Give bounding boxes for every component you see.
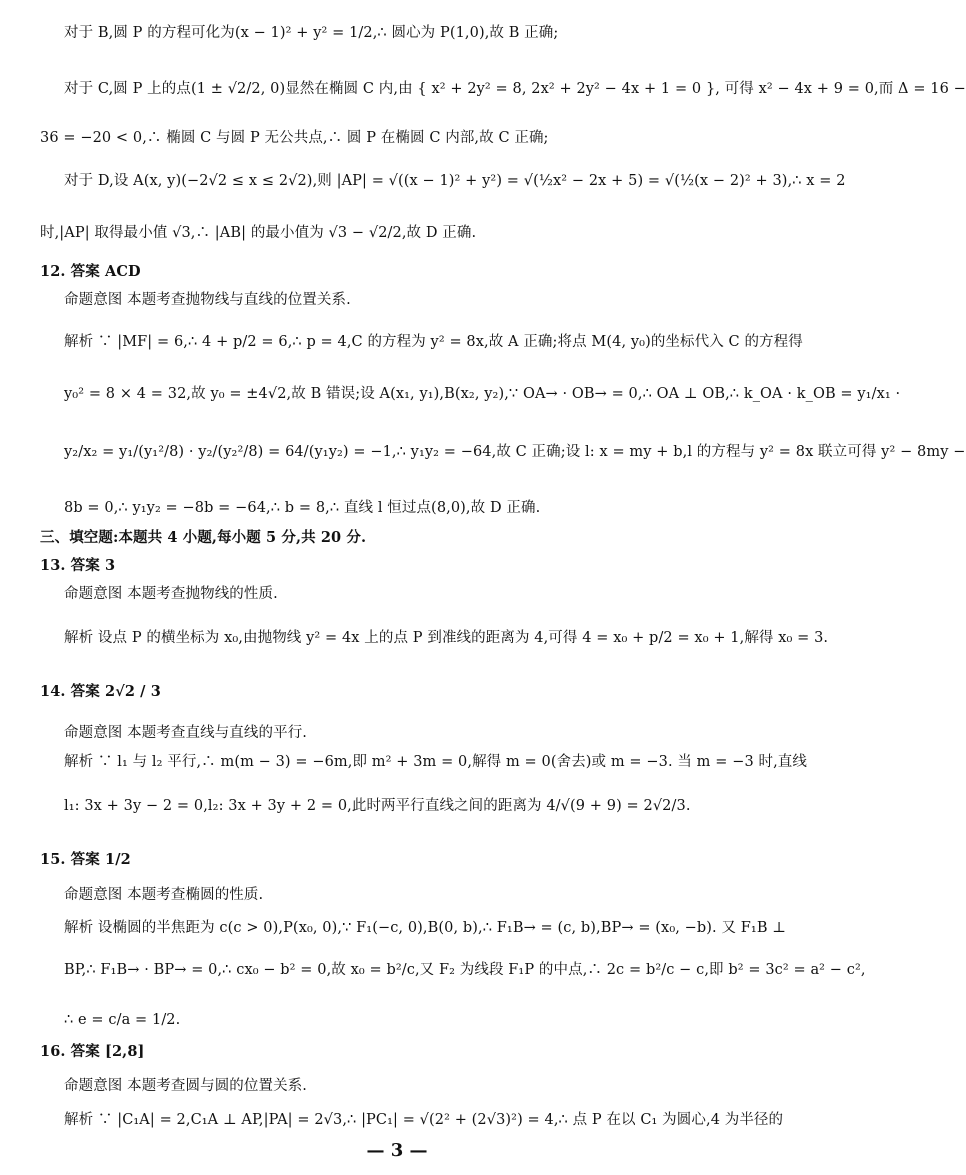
text-line-l07: 命题意图 本题考查抛物线与直线的位置关系. — [64, 292, 351, 308]
text-line-l10: y₂/x₂ = y₁/(y₁²/8) · y₂/(y₂²/8) = 64/(y₁y₂) = −1,∴ y₁y₂ = −64,故 C 正确;设 l: x = my + b,l 的方程与 y² = 8x 联立可得 y² − 8my − — [64, 444, 966, 460]
text-line-l06: 12. 答案 ACD — [40, 263, 141, 280]
text-line-l23: BP,∴ F₁B→ · BP→ = 0,∴ cx₀ − b² = 0,故 x₀ = b²/c,又 F₂ 为线段 F₁P 的中点,∴ 2c = b²/c − c,即 b² = 3c² = a² − c², — [64, 962, 866, 978]
text-line-l26: 命题意图 本题考查圆与圆的位置关系. — [64, 1078, 308, 1094]
text-line-l18: 解析 ∵ l₁ 与 l₂ 平行,∴ m(m − 3) = −6m,即 m² + 3m = 0,解得 m = 0(舍去)或 m = −3. 当 m = −3 时,直线 — [64, 754, 807, 770]
text-line-l19: l₁: 3x + 3y − 2 = 0,l₂: 3x + 3y + 2 = 0,此时两平行直线之间的距离为 4/√(9 + 9) = 2√2/3. — [64, 798, 691, 814]
text-line-l17: 命题意图 本题考查直线与直线的平行. — [64, 725, 308, 741]
text-line-l20: 15. 答案 1/2 — [40, 851, 131, 868]
page-number: — 3 — — [366, 1140, 428, 1161]
text-line-l01: 对于 B,圆 P 的方程可化为(x − 1)² + y² = 1/2,∴ 圆心为 P(1,0),故 B 正确; — [64, 25, 559, 41]
text-line-l11: 8b = 0,∴ y₁y₂ = −8b = −64,∴ b = 8,∴ 直线 l 恒过点(8,0),故 D 正确. — [64, 500, 541, 516]
text-line-l09: y₀² = 8 × 4 = 32,故 y₀ = ±4√2,故 B 错误;设 A(x₁, y₁),B(x₂, y₂),∵ OA→ · OB→ = 0,∴ OA ⊥ OB,∴ k_OA · k_OB = y₁/x₁ · — [64, 386, 901, 402]
text-line-l05: 时,|AP| 取得最小值 √3,∴ |AB| 的最小值为 √3 − √2/2,故 D 正确. — [40, 225, 477, 241]
text-line-l02: 对于 C,圆 P 上的点(1 ± √2/2, 0)显然在椭圆 C 内,由 { x² + 2y² = 8, 2x² + 2y² − 4x + 1 = 0 }, 可得 x² − 4x + 9 = 0,而 Δ = 16 − — [64, 81, 966, 97]
text-line-l14: 命题意图 本题考查抛物线的性质. — [64, 586, 278, 602]
text-line-l22: 解析 设椭圆的半焦距为 c(c > 0),P(x₀, 0),∵ F₁(−c, 0),B(0, b),∴ F₁B→ = (c, b),BP→ = (x₀, −b). 又 F₁B ⊥ — [64, 920, 787, 936]
text-line-l03: 36 = −20 < 0,∴ 椭圆 C 与圆 P 无公共点,∴ 圆 P 在椭圆 C 内部,故 C 正确; — [40, 130, 549, 146]
text-line-l04: 对于 D,设 A(x, y)(−2√2 ≤ x ≤ 2√2),则 |AP| = √((x − 1)² + y²) = √(½x² − 2x + 5) = √(½(x − 2)² + 3),∴ x = 2 — [64, 173, 846, 189]
text-line-l21: 命题意图 本题考查椭圆的性质. — [64, 887, 264, 903]
text-line-l16: 14. 答案 2√2 / 3 — [40, 683, 161, 700]
text-line-l12: 三、填空题:本题共 4 小题,每小题 5 分,共 20 分. — [40, 529, 367, 546]
text-line-l13: 13. 答案 3 — [40, 557, 116, 574]
text-line-l24: ∴ e = c/a = 1/2. — [64, 1012, 181, 1028]
text-line-l15: 解析 设点 P 的横坐标为 x₀,由抛物线 y² = 4x 上的点 P 到准线的距离为 4,可得 4 = x₀ + p/2 = x₀ + 1,解得 x₀ = 3. — [64, 630, 829, 646]
text-line-l25: 16. 答案 [2,8] — [40, 1043, 145, 1060]
text-line-l27: 解析 ∵ |C₁A| = 2,C₁A ⊥ AP,|PA| = 2√3,∴ |PC₁| = √(2² + (2√3)²) = 4,∴ 点 P 在以 C₁ 为圆心,4 为半径的 — [64, 1112, 784, 1128]
text-line-l08: 解析 ∵ |MF| = 6,∴ 4 + p/2 = 6,∴ p = 4,C 的方程为 y² = 8x,故 A 正确;将点 M(4, y₀)的坐标代入 C 的方程得 — [64, 334, 803, 350]
